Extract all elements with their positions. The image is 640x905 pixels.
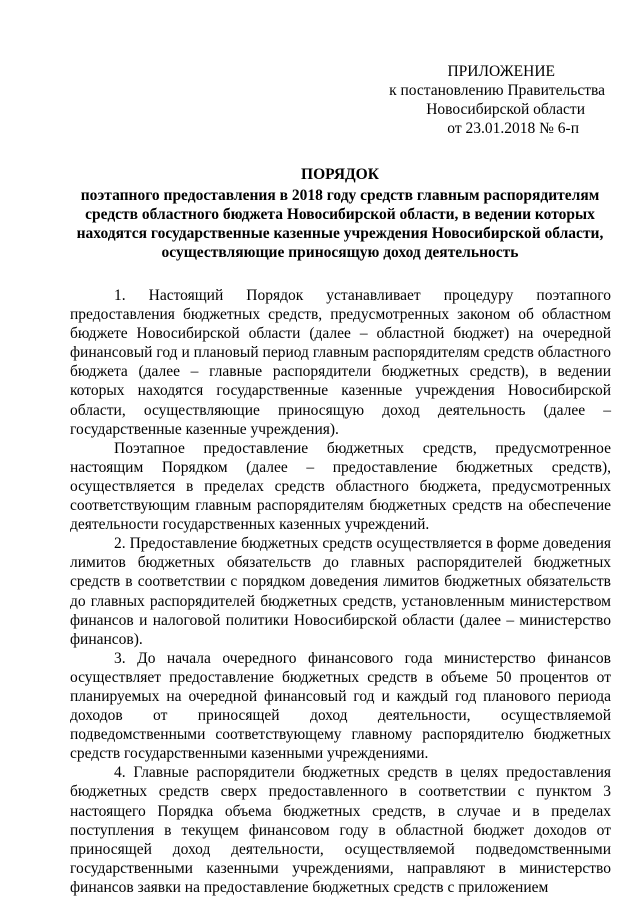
appendix-line-2: Новосибирской области bbox=[426, 101, 585, 118]
paragraph-2: Поэтапное предоставление бюджетных средств, предусмотренное настоящим Порядком (далее – предоставление бюджетных средств), осуществляется в пределах средств областного бюджета, предусмотренных соответствующим главным распорядителям бюджетных средств на обеспечение деятельности государственных казенных учреждений. bbox=[70, 439, 611, 534]
document-title bbox=[70, 165, 610, 262]
title-line-2: средств областного бюджета Новосибирской области, в ведении которых bbox=[85, 206, 595, 223]
document-body bbox=[70, 286, 611, 897]
paragraph-3: 2. Предоставление бюджетных средств осуществляется в форме доведения лимитов бюджетных обязательств до главных распорядителей бюджетных средств в соответствии с порядком доведения лимитов бюджетных обязательств до главных распорядителей бюджетных средств, установленным министерством финансов и налоговой политики Новосибирской области (далее – министерство финансов). bbox=[70, 535, 611, 648]
paragraph-5: 4. Главные распорядители бюджетных средств в целях предоставления бюджетных средств сверх предоставленного в соответствии с пунктом 3 настоящего Порядка объема бюджетных средств, в случае и в пределах поступления в текущем финансовом году в областной бюджет доходов от приносящей доход деятельности, осуществляемой подведомственными государственными казенными учреждениями, направляют в министерство финансов заявки на предоставление бюджетных средств с приложением bbox=[70, 764, 611, 896]
title-main: ПОРЯДОК bbox=[301, 166, 379, 183]
appendix-line-3: от 23.01.2018 № 6-п bbox=[447, 120, 579, 137]
appendix-block bbox=[370, 62, 605, 138]
paragraph-4: 3. До начала очередного финансового года министерство финансов осуществляет предоставление бюджетных средств в объеме 50 процентов от планируемых на очередной финансовый год и каждый год планового периода доходов от приносящей доход деятельности, осуществляемой подведомственными соответствующему главному распорядителю бюджетных средств государственными казенными учреждениями. bbox=[70, 649, 611, 763]
appendix-heading: ПРИЛОЖЕНИЕ bbox=[447, 63, 555, 80]
paragraph-1: 1. Настоящий Порядок устанавливает процедуру поэтапного предоставления бюджетных средств, предусмотренных законом об областном бюджете Новосибирской области (далее – областной бюджет) на очередной финансовый год и плановый период главным распорядителям средств областного бюджета (далее – главные распорядители бюджетных средств), в ведении которых находятся государственные казенные учреждения Новосибирской области, осуществляющие приносящую доход деятельность (далее – государственные казенные учреждения). bbox=[70, 287, 611, 438]
title-line-4: осуществляющие приносящую доход деятельность bbox=[161, 244, 519, 261]
title-line-3: находятся государственные казенные учреждения Новосибирской области, bbox=[76, 225, 604, 242]
appendix-line-1: к постановлению Правительства bbox=[389, 82, 605, 99]
title-line-1: поэтапного предоставления в 2018 году средств главным распорядителям bbox=[80, 187, 600, 204]
